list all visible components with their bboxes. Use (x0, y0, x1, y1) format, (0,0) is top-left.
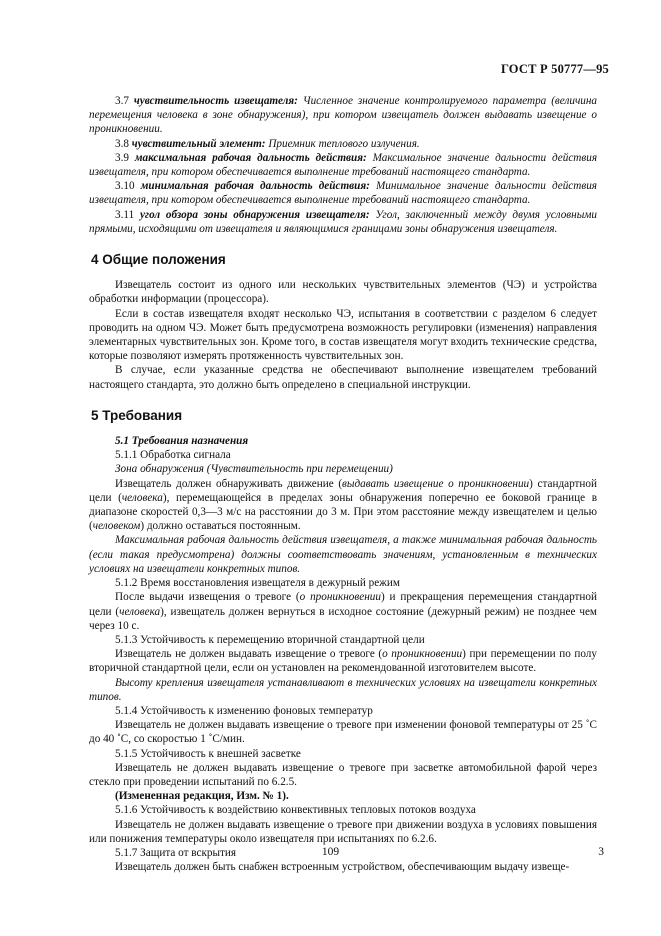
clause-5-1-5-title: 5.1.5 Устойчивость к внешней засветке (115, 747, 301, 760)
document-id-header: ГОСТ Р 50777—95 (500, 62, 609, 76)
definition-3-8: 3.8 чувствительный элемент: Приемник теплового излучения. (115, 137, 420, 150)
page-number-right: 3 (598, 846, 604, 858)
paragraph: После выдачи извещения о тревоге (о проникновении) и прекращения перемещения стандартной цели (человека), извещатель должен вернуться в исходное состояние (дежурный режим) не позднее чем через 10 с. (89, 591, 597, 632)
paragraph: Высоту крепления извещателя устанавливают в технических условиях на извещатели конкретных типов. (89, 676, 597, 703)
definition-term: чувствительность извещателя: (133, 95, 298, 107)
section-4-heading: 4 Общие положения (91, 252, 226, 268)
clause-5-1-2-title: 5.1.2 Время восстановления извещателя в дежурный режим (115, 577, 400, 590)
definition-term: максимальная рабочая дальность действия: (134, 151, 367, 164)
clause-5-1-4-title: 5.1.4 Устойчивость к изменению фоновых температур (115, 704, 373, 717)
document-body (89, 94, 597, 874)
definition-3-11: 3.11 угол обзора зоны обнаружения извещателя: Угол, заключенный между двумя условными прямыми, исходящими от извещателя и являющимися границами зоны обнаружения извещателя. (89, 208, 598, 235)
paragraph: Максимальная рабочая дальность действия извещателя, а также минимальная рабочая дальность (если такая предусмотрена) должны соответствовать значениям, установленным в технических условиях на извещатели конкретных типов. (89, 534, 597, 575)
definition-term: минимальная рабочая дальность действия: (140, 180, 370, 193)
paragraph: Извещатель должен быть снабжен встроенным устройством, обеспечивающим выдачу извеще- (115, 861, 570, 874)
definition-term: угол обзора зоны обнаружения извещателя: (139, 208, 370, 221)
paragraph: В случае, если указанные средства не обеспечивают выполнение извещателем требований настоящего стандарта, это должно быть определено в специальной инструкции. (89, 364, 597, 391)
paragraph: Извещатель должен обнаруживать движение (выдавать извещение о проникновении) стандартной цели (человека), перемещающейся в пределах зоны обнаружения поперечно ее боковой границе в диапазоне скоростей 0,3—3 м/с на расстоянии до 3 м. При этом расстояние между извещателем и целью (человеком) должно оставаться постоянным. (89, 477, 597, 533)
clause-5-1-7-title: 5.1.7 Защита от вскрытия (115, 846, 237, 859)
definition-text: Приемник теплового излучения. (268, 137, 420, 150)
definition-3-7: 3.7 чувствительность извещателя: Численное значение контролируемого параметра (величина перемещения человека в зоне обнаружения), при котором извещатель должен выдавать извещение о проникновении. (89, 95, 598, 136)
paragraph: Извещатель не должен выдавать извещение о тревоге при движении воздуха в условиях повышения или понижения температуры около извещателя при испытаниях по 6.2.6. (89, 818, 597, 845)
clause-5-1-1-title: 5.1.1 Обработка сигнала (115, 449, 231, 462)
clause-5-1-3-title: 5.1.3 Устойчивость к перемещению вторичной стандартной цели (115, 633, 425, 646)
paragraph: Если в состав извещателя входят несколько ЧЭ, испытания в соответствии с разделом 6 следует проводить на одном ЧЭ. Может быть предусмотрена возможность регулировки (изменения) направления элементарных чувствительных зон. Кроме того, в состав извещателя могут входить технические средства, которые позволяют измерять протяженность чувствительных зон. (89, 307, 597, 363)
subsection-5-1-heading: 5.1 Требования назначения (115, 435, 249, 448)
page-number-center: 109 (321, 846, 340, 858)
definition-text: Численное значение контролируемого параметра (величина перемещения человека в зоне обнаружения), при котором извещатель должен выдавать извещение о проникновении. (89, 95, 598, 136)
clause-5-1-1-subtitle: Зона обнаружения (Чувствительность при перемещении) (115, 463, 393, 476)
clause-5-1-6-title: 5.1.6 Устойчивость к воздействию конвективных тепловых потоков воздуха (115, 804, 476, 817)
paragraph: Извещатель не должен выдавать извещение о тревоге при засветке автомобильной фарой через стекло при проведении испытаний по 6.2.5. (89, 761, 597, 788)
definition-3-10: 3.10 минимальная рабочая дальность действия: Минимальное значение дальности действия извещателя, при котором обеспечивается выполнение требований настоящего стандарта. (89, 180, 598, 207)
definition-3-9: 3.9 максимальная рабочая дальность действия: Максимальное значение дальности действия извещателя, при котором обеспечивается выполнение требований настоящего стандарта. (89, 151, 598, 179)
definition-text: Минимальное значение дальности действия извещателя, при котором обеспечивается выполнение требований настоящего стандарта. (89, 180, 598, 207)
section-5-heading: 5 Требования (91, 407, 183, 423)
definition-text: Угол, заключенный между двумя условными прямыми, исходящими от извещателя и являющимися границами зоны обнаружения извещателя. (89, 208, 598, 235)
definition-term: чувствительный элемент: (131, 137, 266, 150)
definition-text: Максимальное значение дальности действия извещателя, при котором обеспечивается выполнение требований настоящего стандарта. (89, 151, 598, 179)
amendment-note: (Измененная редакция, Изм. № 1). (115, 790, 289, 803)
paragraph: Извещатель не должен выдавать извещение о тревоге при изменении фоновой температуры от 25 ˚С до 40 ˚С, со скоростью 1 ˚С/мин. (89, 719, 597, 746)
paragraph: Извещатель не должен выдавать извещение о тревоге (о проникновении) при перемещении по полу вторичной стандартной цели, если он установлен на рекомендованной изготовителем высоте. (89, 648, 597, 675)
paragraph: Извещатель состоит из одного или нескольких чувствительных элементов (ЧЭ) и устройства обработки информации (процессора). (89, 279, 597, 306)
